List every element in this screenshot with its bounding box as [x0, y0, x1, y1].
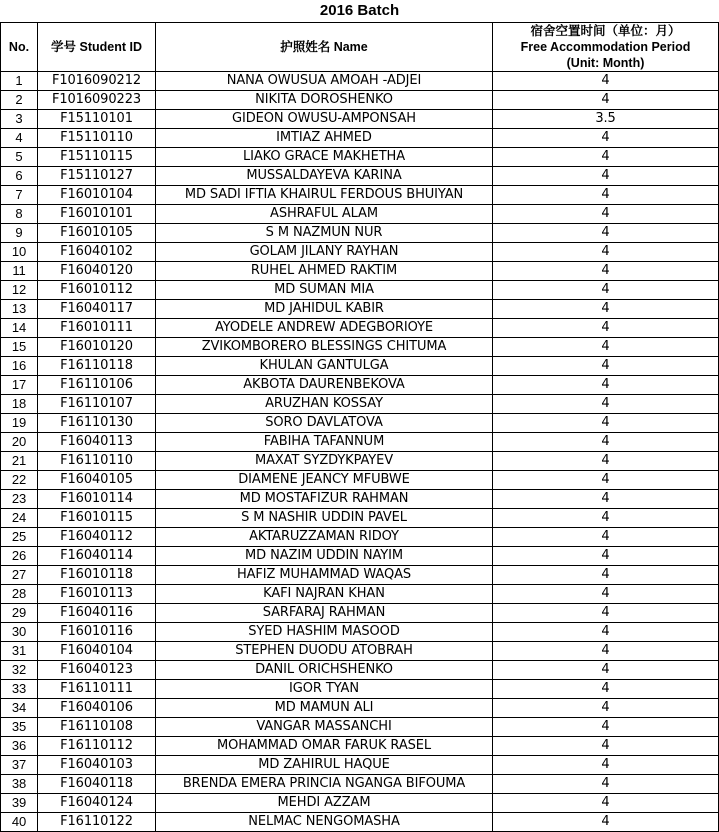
student-name-cell: MD ZAHIRUL HAQUE — [156, 756, 493, 775]
student-id-cell: F16010111 — [38, 319, 156, 338]
student-name-cell: IGOR TYAN — [156, 680, 493, 699]
student-name-cell: RUHEL AHMED RAKTIM — [156, 262, 493, 281]
row-number-cell: 34 — [1, 699, 38, 718]
row-number-cell: 39 — [1, 794, 38, 813]
table-row — [1, 148, 719, 167]
row-number-cell: 23 — [1, 490, 38, 509]
row-number-cell: 40 — [1, 813, 38, 832]
student-id-cell: F16010113 — [38, 585, 156, 604]
period-cell: 4 — [493, 72, 719, 91]
student-id-cell: F16040117 — [38, 300, 156, 319]
table-row — [1, 205, 719, 224]
period-cell: 3.5 — [493, 110, 719, 129]
student-id-cell: F16110107 — [38, 395, 156, 414]
student-id-cell: F16110112 — [38, 737, 156, 756]
row-number-cell: 7 — [1, 186, 38, 205]
table-row — [1, 224, 719, 243]
period-cell: 4 — [493, 547, 719, 566]
row-number-cell: 9 — [1, 224, 38, 243]
period-cell: 4 — [493, 452, 719, 471]
student-name-cell: MD SADI IFTIA KHAIRUL FERDOUS BHUIYAN — [156, 186, 493, 205]
row-number-cell: 20 — [1, 433, 38, 452]
accommodation-table — [0, 22, 719, 832]
student-name-cell: NIKITA DOROSHENKO — [156, 91, 493, 110]
row-number-cell: 17 — [1, 376, 38, 395]
table-row — [1, 319, 719, 338]
row-number-cell: 32 — [1, 661, 38, 680]
row-number-cell: 1 — [1, 72, 38, 91]
table-row — [1, 737, 719, 756]
period-cell: 4 — [493, 490, 719, 509]
row-number-cell: 38 — [1, 775, 38, 794]
student-id-cell: F16010114 — [38, 490, 156, 509]
student-id-cell: F16040114 — [38, 547, 156, 566]
student-id-cell: F1016090223 — [38, 91, 156, 110]
table-row — [1, 775, 719, 794]
row-number-cell: 16 — [1, 357, 38, 376]
period-cell: 4 — [493, 262, 719, 281]
period-cell: 4 — [493, 186, 719, 205]
student-name-cell: VANGAR MASSANCHI — [156, 718, 493, 737]
student-id-cell: F16110106 — [38, 376, 156, 395]
student-id-cell: F16040105 — [38, 471, 156, 490]
period-cell: 4 — [493, 338, 719, 357]
period-cell: 4 — [493, 148, 719, 167]
period-cell: 4 — [493, 224, 719, 243]
student-name-cell: MUSSALDAYEVA KARINA — [156, 167, 493, 186]
student-name-cell: KHULAN GANTULGA — [156, 357, 493, 376]
student-name-cell: AYODELE ANDREW ADEGBORIOYE — [156, 319, 493, 338]
period-cell: 4 — [493, 794, 719, 813]
student-name-cell: BRENDA EMERA PRINCIA NGANGA BIFOUMA — [156, 775, 493, 794]
table-row — [1, 91, 719, 110]
student-id-cell: F16010104 — [38, 186, 156, 205]
row-number-cell: 30 — [1, 623, 38, 642]
table-row — [1, 167, 719, 186]
batch-title: 2016 Batch — [319, 2, 400, 19]
student-name-cell: STEPHEN DUODU ATOBRAH — [156, 642, 493, 661]
period-cell: 4 — [493, 756, 719, 775]
student-name-cell: SARFARAJ RAHMAN — [156, 604, 493, 623]
student-id-cell: F15110101 — [38, 110, 156, 129]
table-row — [1, 452, 719, 471]
student-name-cell: FABIHA TAFANNUM — [156, 433, 493, 452]
period-cell: 4 — [493, 604, 719, 623]
table-row — [1, 509, 719, 528]
table-row — [1, 395, 719, 414]
row-number-cell: 5 — [1, 148, 38, 167]
student-id-cell: F16040102 — [38, 243, 156, 262]
row-number-cell: 19 — [1, 414, 38, 433]
period-cell: 4 — [493, 395, 719, 414]
table-row — [1, 661, 719, 680]
period-cell: 4 — [493, 813, 719, 832]
period-cell: 4 — [493, 737, 719, 756]
period-cell: 4 — [493, 509, 719, 528]
table-row — [1, 566, 719, 585]
table-row — [1, 471, 719, 490]
table-row — [1, 300, 719, 319]
header-period-cn: 宿舍空置时间（单位：月） — [530, 24, 681, 38]
row-number-cell: 12 — [1, 281, 38, 300]
student-id-cell: F16040123 — [38, 661, 156, 680]
student-id-cell: F16040103 — [38, 756, 156, 775]
table-row — [1, 642, 719, 661]
student-id-cell: F16040106 — [38, 699, 156, 718]
period-cell: 4 — [493, 205, 719, 224]
row-number-cell: 29 — [1, 604, 38, 623]
table-row — [1, 186, 719, 205]
table-row — [1, 623, 719, 642]
row-number-cell: 4 — [1, 129, 38, 148]
table-row — [1, 281, 719, 300]
student-id-cell: F16010112 — [38, 281, 156, 300]
period-cell: 4 — [493, 357, 719, 376]
student-name-cell: NANA OWUSUA AMOAH -ADJEI — [156, 72, 493, 91]
row-number-cell: 13 — [1, 300, 38, 319]
row-number-cell: 14 — [1, 319, 38, 338]
student-id-cell: F16110122 — [38, 813, 156, 832]
table-row — [1, 414, 719, 433]
period-cell: 4 — [493, 566, 719, 585]
student-name-cell: LIAKO GRACE MAKHETHA — [156, 148, 493, 167]
table-row — [1, 547, 719, 566]
period-cell: 4 — [493, 718, 719, 737]
row-number-cell: 8 — [1, 205, 38, 224]
row-number-cell: 35 — [1, 718, 38, 737]
row-number-cell: 24 — [1, 509, 38, 528]
table-row — [1, 699, 719, 718]
student-id-cell: F15110127 — [38, 167, 156, 186]
period-cell: 4 — [493, 680, 719, 699]
period-cell: 4 — [493, 167, 719, 186]
row-number-cell: 15 — [1, 338, 38, 357]
row-number-cell: 27 — [1, 566, 38, 585]
period-cell: 4 — [493, 243, 719, 262]
row-number-cell: 26 — [1, 547, 38, 566]
row-number-cell: 18 — [1, 395, 38, 414]
student-name-cell: S M NAZMUN NUR — [156, 224, 493, 243]
student-name-cell: S M NASHIR UDDIN PAVEL — [156, 509, 493, 528]
student-id-cell: F16010118 — [38, 566, 156, 585]
table-row — [1, 794, 719, 813]
period-cell: 4 — [493, 661, 719, 680]
student-name-cell: MD SUMAN MIA — [156, 281, 493, 300]
student-name-cell: NELMAC NENGOMASHA — [156, 813, 493, 832]
student-id-cell: F16010120 — [38, 338, 156, 357]
table-row — [1, 110, 719, 129]
table-row — [1, 604, 719, 623]
period-cell: 4 — [493, 376, 719, 395]
row-number-cell: 37 — [1, 756, 38, 775]
period-cell: 4 — [493, 129, 719, 148]
header-student-id: 学号 Student ID — [38, 23, 156, 72]
table-row — [1, 129, 719, 148]
period-cell: 4 — [493, 775, 719, 794]
student-name-cell: AKBOTA DAURENBEKOVA — [156, 376, 493, 395]
student-name-cell: AKTARUZZAMAN RIDOY — [156, 528, 493, 547]
student-name-cell: MD MOSTAFIZUR RAHMAN — [156, 490, 493, 509]
table-row — [1, 262, 719, 281]
row-number-cell: 33 — [1, 680, 38, 699]
student-name-cell: ZVIKOMBORERO BLESSINGS CHITUMA — [156, 338, 493, 357]
student-name-cell: MOHAMMAD OMAR FARUK RASEL — [156, 737, 493, 756]
student-id-cell: F1016090212 — [38, 72, 156, 91]
table-body — [1, 72, 719, 832]
table-row — [1, 72, 719, 91]
student-id-cell: F16040104 — [38, 642, 156, 661]
table-row — [1, 490, 719, 509]
student-name-cell: GOLAM JILANY RAYHAN — [156, 243, 493, 262]
row-number-cell: 22 — [1, 471, 38, 490]
student-id-cell: F16010101 — [38, 205, 156, 224]
student-id-cell: F16010115 — [38, 509, 156, 528]
row-number-cell: 11 — [1, 262, 38, 281]
student-id-cell: F15110115 — [38, 148, 156, 167]
student-name-cell: DIAMENE JEANCY MFUBWE — [156, 471, 493, 490]
student-name-cell: HAFIZ MUHAMMAD WAQAS — [156, 566, 493, 585]
row-number-cell: 28 — [1, 585, 38, 604]
student-name-cell: SORO DAVLATOVA — [156, 414, 493, 433]
table-row — [1, 813, 719, 832]
student-name-cell: DANIL ORICHSHENKO — [156, 661, 493, 680]
table-row — [1, 433, 719, 452]
student-name-cell: ARUZHAN KOSSAY — [156, 395, 493, 414]
student-name-cell: KAFI NAJRAN KHAN — [156, 585, 493, 604]
header-period-en: Free Accommodation Period — [520, 40, 691, 54]
student-id-cell: F16040118 — [38, 775, 156, 794]
student-id-cell: F16010105 — [38, 224, 156, 243]
student-name-cell: GIDEON OWUSU-AMPONSAH — [156, 110, 493, 129]
period-cell: 4 — [493, 585, 719, 604]
student-id-cell: F16040124 — [38, 794, 156, 813]
student-id-cell: F16040120 — [38, 262, 156, 281]
table-row — [1, 718, 719, 737]
table-row — [1, 338, 719, 357]
student-id-cell: F16110110 — [38, 452, 156, 471]
student-name-cell: MAXAT SYZDYKPAYEV — [156, 452, 493, 471]
row-number-cell: 36 — [1, 737, 38, 756]
header-row — [1, 23, 719, 72]
period-cell: 4 — [493, 528, 719, 547]
student-id-cell: F16040112 — [38, 528, 156, 547]
table-row — [1, 585, 719, 604]
student-id-cell: F16040113 — [38, 433, 156, 452]
student-id-cell: F16110111 — [38, 680, 156, 699]
row-number-cell: 2 — [1, 91, 38, 110]
table-row — [1, 357, 719, 376]
table-row — [1, 680, 719, 699]
student-id-cell: F16040116 — [38, 604, 156, 623]
row-number-cell: 21 — [1, 452, 38, 471]
table-row — [1, 376, 719, 395]
period-cell: 4 — [493, 91, 719, 110]
period-cell: 4 — [493, 623, 719, 642]
header-period-unit: (Unit: Month) — [566, 56, 645, 70]
period-cell: 4 — [493, 642, 719, 661]
row-number-cell: 31 — [1, 642, 38, 661]
row-number-cell: 10 — [1, 243, 38, 262]
student-id-cell: F16110118 — [38, 357, 156, 376]
header-no: No. — [1, 23, 38, 72]
student-id-cell: F16110130 — [38, 414, 156, 433]
row-number-cell: 6 — [1, 167, 38, 186]
student-name-cell: MEHDI AZZAM — [156, 794, 493, 813]
period-cell: 4 — [493, 471, 719, 490]
student-id-cell: F16110108 — [38, 718, 156, 737]
row-number-cell: 3 — [1, 110, 38, 129]
table-row — [1, 756, 719, 775]
table-row — [1, 243, 719, 262]
period-cell: 4 — [493, 699, 719, 718]
period-cell: 4 — [493, 433, 719, 452]
period-cell: 4 — [493, 319, 719, 338]
student-name-cell: ASHRAFUL ALAM — [156, 205, 493, 224]
table-row — [1, 528, 719, 547]
student-name-cell: SYED HASHIM MASOOD — [156, 623, 493, 642]
period-cell: 4 — [493, 281, 719, 300]
period-cell: 4 — [493, 414, 719, 433]
header-period — [493, 23, 719, 72]
period-cell: 4 — [493, 300, 719, 319]
student-name-cell: MD JAHIDUL KABIR — [156, 300, 493, 319]
student-id-cell: F16010116 — [38, 623, 156, 642]
student-name-cell: MD NAZIM UDDIN NAYIM — [156, 547, 493, 566]
student-name-cell: IMTIAZ AHMED — [156, 129, 493, 148]
student-name-cell: MD MAMUN ALI — [156, 699, 493, 718]
header-name: 护照姓名 Name — [156, 23, 493, 72]
student-id-cell: F15110110 — [38, 129, 156, 148]
row-number-cell: 25 — [1, 528, 38, 547]
